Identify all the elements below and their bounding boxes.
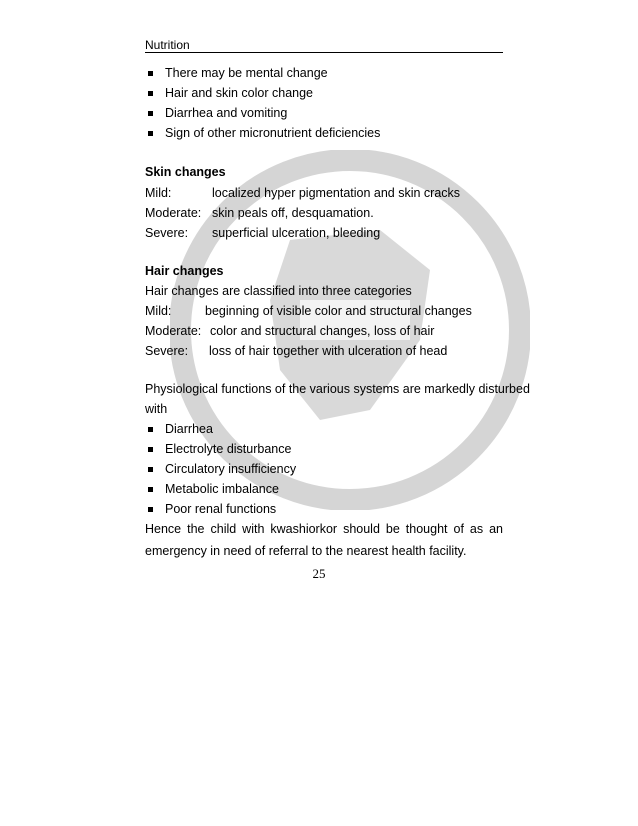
- bullet-marker: [148, 91, 153, 96]
- list-item: Diarrhea and vomiting: [165, 106, 288, 120]
- bullet-marker: [148, 507, 153, 512]
- hair-row-label: Severe:: [145, 344, 189, 358]
- skin-heading: Skin changes: [145, 165, 226, 179]
- hair-heading: Hair changes: [145, 264, 224, 278]
- list-item: Metabolic imbalance: [165, 482, 279, 496]
- hair-row-moderate: [145, 324, 434, 338]
- hair-row-mild: [145, 304, 472, 318]
- skin-row-text: localized hyper pigmentation and skin cracks: [212, 186, 461, 200]
- hair-row-text: beginning of visible color and structural changes: [205, 304, 472, 318]
- bullet-marker: [148, 111, 153, 116]
- physio-paragraph-line1: Physiological functions of the various systems are markedly disturbed: [145, 382, 530, 396]
- bullet-marker: [148, 131, 153, 136]
- hair-row-text: loss of hair together with ulceration of head: [209, 344, 448, 358]
- hair-row-label: Mild:: [145, 304, 172, 318]
- bullet-marker: [148, 427, 153, 432]
- closing-paragraph-line2: emergency in need of referral to the nearest health facility.: [145, 544, 467, 558]
- header-title: Nutrition: [145, 38, 190, 52]
- header-rule: [145, 52, 503, 53]
- skin-row-severe: [145, 226, 380, 240]
- skin-row-moderate: [145, 206, 374, 220]
- list-item: Circulatory insufficiency: [165, 462, 297, 476]
- list-item: Hair and skin color change: [165, 86, 313, 100]
- list-item: Diarrhea: [165, 422, 213, 436]
- closing-paragraph-line1: Hence the child with kwashiorkor should be thought of as an: [145, 522, 503, 536]
- skin-row-label: Mild:: [145, 186, 172, 200]
- hair-row-severe: [145, 344, 447, 358]
- hair-intro: Hair changes are classified into three categories: [145, 284, 412, 298]
- list-item: Poor renal functions: [165, 502, 277, 516]
- skin-row-mild: [145, 186, 460, 200]
- hair-row-label: Moderate:: [145, 324, 202, 338]
- list-item: Electrolyte disturbance: [165, 442, 292, 456]
- page-number: 25: [312, 566, 326, 581]
- list-item: Sign of other micronutrient deficiencies: [165, 126, 381, 140]
- hair-row-text: color and structural changes, loss of hair: [210, 324, 435, 338]
- skin-row-text: superficial ulceration, bleeding: [212, 226, 381, 240]
- bullet-marker: [148, 447, 153, 452]
- skin-row-label: Severe:: [145, 226, 189, 240]
- physio-paragraph-line2: with: [145, 402, 168, 416]
- skin-row-label: Moderate:: [145, 206, 202, 220]
- list-item: There may be mental change: [165, 66, 328, 80]
- bullet-marker: [148, 71, 153, 76]
- skin-row-text: skin peals off, desquamation.: [212, 206, 374, 220]
- bullet-marker: [148, 487, 153, 492]
- bullet-marker: [148, 467, 153, 472]
